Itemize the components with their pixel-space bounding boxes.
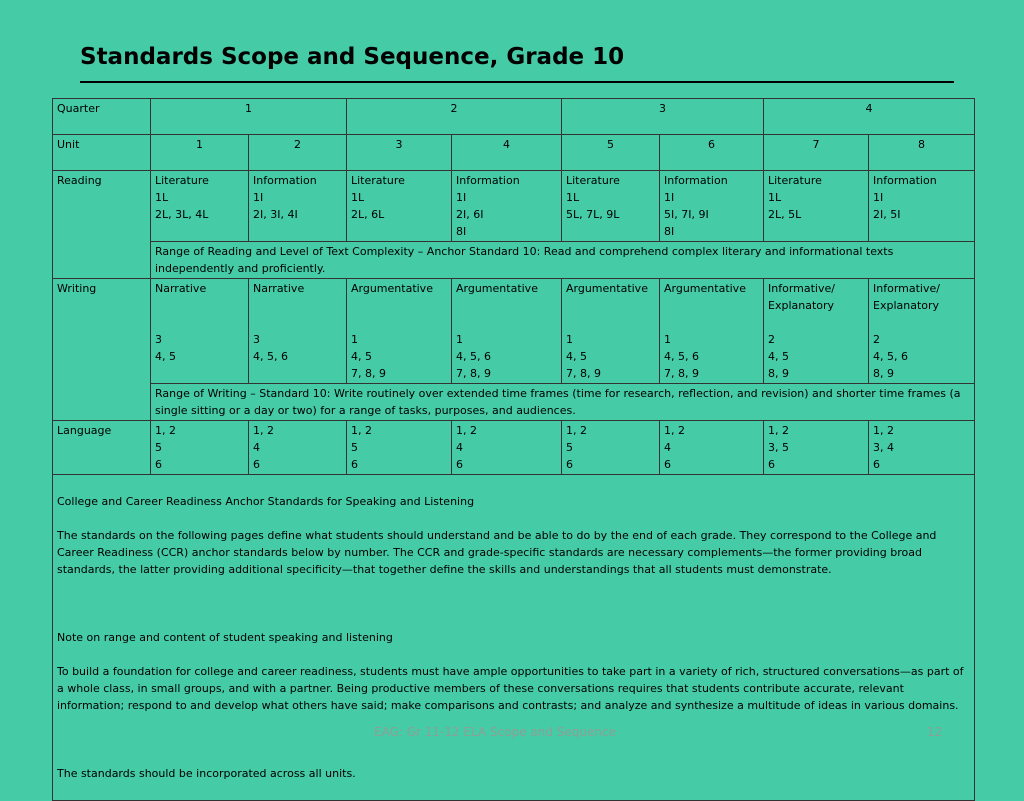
unit-cell: 7 bbox=[764, 135, 869, 171]
unit-cell: 6 bbox=[660, 135, 764, 171]
quarter-cell: 1 bbox=[151, 99, 347, 135]
reading-cell: Information 1I 2I, 6I 8I bbox=[452, 171, 562, 242]
unit-cell: 5 bbox=[562, 135, 660, 171]
writing-range-text: Range of Writing – Standard 10: Write routinely over extended time frames (time for research, reflection, and revision) and shorter time frames (a single sitting or a day or two) for a range of tasks, purposes, and audiences. bbox=[151, 384, 975, 421]
reading-cell: Information 1I 2I, 3I, 4I bbox=[249, 171, 347, 242]
ccr-section bbox=[53, 475, 975, 801]
language-cell: 1, 2 4 6 bbox=[660, 421, 764, 475]
writing-row bbox=[53, 279, 975, 384]
language-cell: 1, 2 4 6 bbox=[249, 421, 347, 475]
reading-cell: Literature 1L 5L, 7L, 9L bbox=[562, 171, 660, 242]
reading-range-row bbox=[53, 242, 975, 279]
language-cell: 1, 2 3, 5 6 bbox=[764, 421, 869, 475]
unit-cell: 1 bbox=[151, 135, 249, 171]
writing-cell: Argumentative 1 4, 5, 6 7, 8, 9 bbox=[452, 279, 562, 384]
page-title: Standards Scope and Sequence, Grade 10 bbox=[80, 44, 625, 70]
reading-cell: Literature 1L 2L, 3L, 4L bbox=[151, 171, 249, 242]
unit-cell: 8 bbox=[869, 135, 975, 171]
language-row bbox=[53, 421, 975, 475]
quarter-cell: 4 bbox=[764, 99, 975, 135]
ccr-row bbox=[53, 475, 975, 801]
note-body: To build a foundation for college and career readiness, students must have ample opportunities to take part in a variety of rich, structured conversations—as part of a whole class, in small groups, and with a partner. Being productive members of these conversations requires that students contribute accurate, relevant information; respond to and develop what others have said; make comparisons and contrasts; and analyze and synthesize a multitude of ideas in various domains. bbox=[57, 665, 964, 712]
writing-cell: Informative/ Explanatory 2 4, 5 8, 9 bbox=[764, 279, 869, 384]
writing-cell: Narrative 3 4, 5, 6 bbox=[249, 279, 347, 384]
row-header-quarter: Quarter bbox=[53, 99, 151, 135]
row-header-unit: Unit bbox=[53, 135, 151, 171]
footer-caption: EAG: Gr 11-12 ELA Scope and Sequence bbox=[374, 725, 616, 739]
row-header-writing: Writing bbox=[53, 279, 151, 421]
writing-cell: Argumentative 1 4, 5 7, 8, 9 bbox=[347, 279, 452, 384]
unit-cell: 2 bbox=[249, 135, 347, 171]
page-number: 12 bbox=[927, 725, 943, 739]
title-underline bbox=[80, 81, 954, 83]
reading-cell: Information 1I 2I, 5I bbox=[869, 171, 975, 242]
quarter-cell: 3 bbox=[562, 99, 764, 135]
reading-row bbox=[53, 171, 975, 242]
unit-cell: 3 bbox=[347, 135, 452, 171]
spacer bbox=[57, 595, 970, 612]
reading-cell: Literature 1L 2L, 6L bbox=[347, 171, 452, 242]
language-cell: 1, 2 5 6 bbox=[347, 421, 452, 475]
language-cell: 1, 2 5 6 bbox=[151, 421, 249, 475]
row-header-reading: Reading bbox=[53, 171, 151, 279]
ccr-body: The standards on the following pages define what students should understand and be able to do by the end of each grade. They correspond to the College and Career Readiness (CCR) anchor standards below by number. The CCR and grade-specific standards are necessary complements—the former providing broad standards, the latter providing additional specificity—that together define the skills and understandings that all students must demonstrate. bbox=[57, 529, 937, 576]
writing-cell: Narrative 3 4, 5 bbox=[151, 279, 249, 384]
closing-note: The standards should be incorporated across all units. bbox=[57, 767, 356, 780]
reading-cell: Literature 1L 2L, 5L bbox=[764, 171, 869, 242]
writing-cell: Argumentative 1 4, 5, 6 7, 8, 9 bbox=[660, 279, 764, 384]
note-heading: Note on range and content of student speaking and listening bbox=[57, 631, 393, 644]
quarter-row bbox=[53, 99, 975, 135]
reading-range-text: Range of Reading and Level of Text Complexity – Anchor Standard 10: Read and comprehend complex literary and informational texts independently and proficiently. bbox=[151, 242, 975, 279]
row-header-language: Language bbox=[53, 421, 151, 475]
writing-cell: Argumentative 1 4, 5 7, 8, 9 bbox=[562, 279, 660, 384]
language-cell: 1, 2 5 6 bbox=[562, 421, 660, 475]
scope-sequence-table bbox=[52, 98, 975, 801]
unit-cell: 4 bbox=[452, 135, 562, 171]
reading-cell: Information 1I 5I, 7I, 9I 8I bbox=[660, 171, 764, 242]
unit-row bbox=[53, 135, 975, 171]
ccr-heading: College and Career Readiness Anchor Standards for Speaking and Listening bbox=[57, 495, 475, 508]
language-cell: 1, 2 3, 4 6 bbox=[869, 421, 975, 475]
quarter-cell: 2 bbox=[347, 99, 562, 135]
language-cell: 1, 2 4 6 bbox=[452, 421, 562, 475]
writing-range-row bbox=[53, 384, 975, 421]
writing-cell: Informative/ Explanatory 2 4, 5, 6 8, 9 bbox=[869, 279, 975, 384]
